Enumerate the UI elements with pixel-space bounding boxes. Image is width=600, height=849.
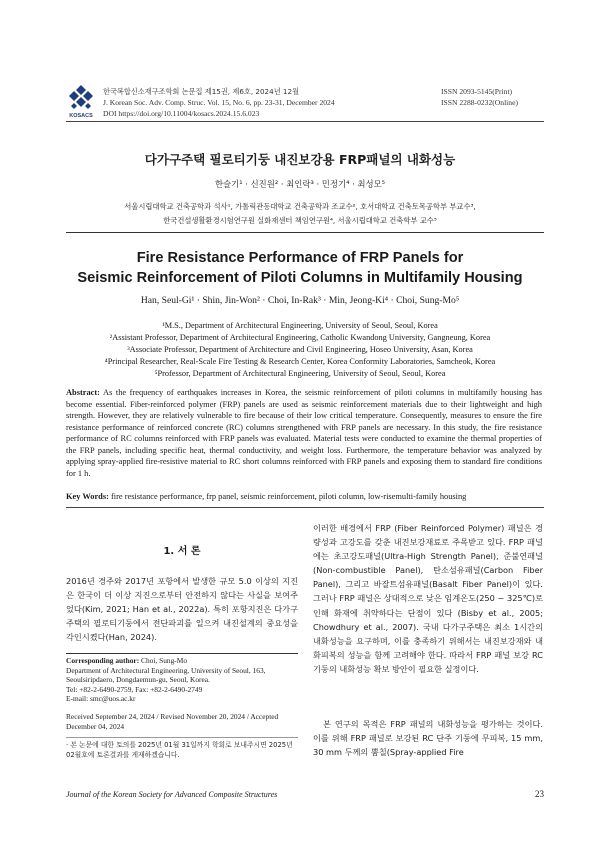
- corresponding-tel: Tel: +82-2-6490-2759, Fax: +82-2-6490-2749: [66, 684, 203, 694]
- affiliation-en-3: ³Associate Professor, Department of Architecture and Civil Engineering, Hoseo University, Asan, Korea: [127, 345, 473, 354]
- issn-online: ISSN 2288-0232(Online): [441, 98, 518, 107]
- corresponding-name: Choi, Sung-Mo: [141, 656, 188, 665]
- affiliation-en-1: ¹M.S., Department of Architectural Engineering, University of Seoul, Seoul, Korea: [162, 321, 438, 330]
- abstract-label: Abstract:: [66, 388, 100, 397]
- authors-en: Han, Seul-Gi¹ · Shin, Jin-Won² · Choi, In-Rak³ · Min, Jeong-Ki⁴ · Choi, Sung-Mo⁵: [140, 295, 460, 306]
- affiliations-en: [0, 320, 600, 380]
- keywords-label: Key Words:: [66, 492, 109, 501]
- journal-header: [103, 86, 383, 119]
- corresponding-dept: Department of Architectural Engineering, University of Seoul, 163, Seoulsiripdaero, Dongdaemun-gu, Seoul, Korea.: [66, 665, 266, 685]
- received-dates: Received September 24, 2024 / Revised November 20, 2024 / Accepted December 04, 2024: [66, 712, 279, 731]
- discussion-footnote: · 본 논문에 대한 토의를 2025년 01월 31일까지 학회로 보내주시면 2025년 02월호에 토론결과를 게재하겠습니다.: [66, 741, 293, 759]
- journal-logo: [66, 84, 96, 119]
- discussion-rule: [66, 737, 298, 738]
- footer-journal-name: Journal of the Korean Society for Advanced Composite Structures: [66, 790, 278, 799]
- journal-en: J. Korean Soc. Adv. Comp. Struc. Vol. 15, No. 6, pp. 23-31, December 2024: [103, 98, 335, 107]
- header-rule: [66, 121, 544, 122]
- title-rule: [66, 232, 544, 233]
- issn-print: ISSN 2093-5145(Print): [441, 87, 513, 96]
- affiliation-en-5: ⁵Professor, Department of Architectural Engineering, University of Seoul, Seoul, Korea: [154, 369, 446, 378]
- logo-text: KOSACS: [69, 113, 93, 119]
- title-ko: 다가구주택 필로티기둥 내진보강용 FRP패널의 내화성능: [144, 152, 456, 167]
- intro-paragraph-right-1: 이러한 배경에서 FRP (Fiber Reinforced Polymer) 패널은 경량성과 고강도를 갖춘 내진보강재료로 주목받고 있다. FRP 패널에는 초고강도패널(Ultra-High Strength Panel), 준불연패널(Non-combustible Panel), 탄소섬유패널(Carbon Fiber Panel), 그리고 바잘트섬유패널(Basalt Fiber Panel)이 있다. 그러나 FRP 패널은 상대적으로 낮은 임계온도(250 ~ 325℃)로 인해 화재에 취약하다는 단점이 있다 (Bisby et al., 2005; Chowdhury et al., 2007). 국내 다가구주택은 최소 1시간의 내화성능을 요구하며, 이를 충족하기 위해서는 내진보강재와 내화피복의 성능을 함께 고려해야 한다. 따라서 FRP 패널 보강 RC 기둥의 내화성능 확보 방안이 필요한 실정이다.: [313, 523, 543, 674]
- affiliation-en-2: ²Assistant Professor, Department of Architectural Engineering, Catholic Kwandong University, Gangneung, Korea: [109, 333, 491, 342]
- footnote-rule: [66, 653, 298, 654]
- affiliation-en-4: ⁴Principal Researcher, Real-Scale Fire Testing & Research Center, Korea Conformity Laboratories, Samcheok, Korea: [104, 357, 496, 366]
- issn-block: [441, 86, 551, 108]
- corresponding-author-block: [66, 656, 298, 704]
- journal-ko: 한국복합신소재구조학회 논문집 제15권, 제6호, 2024년 12월: [103, 87, 300, 96]
- abstract: [66, 387, 542, 479]
- corresponding-label: Corresponding author:: [66, 656, 140, 665]
- abstract-rule: [66, 507, 544, 508]
- affiliation-ko-1: 서울시립대학교 건축공학과 석사¹, 가톨릭관동대학교 건축공학과 조교수², 호서대학교 건축토목공학부 부교수³,: [124, 202, 476, 211]
- authors-ko: 한슬기¹ · 신진원² · 최인락³ · 민정기⁴ · 최성모⁵: [214, 179, 386, 189]
- title-en-line-1: Fire Resistance Performance of FRP Panels for: [136, 250, 464, 266]
- title-en-line-2: Seismic Reinforcement of Piloti Columns in Multifamily Housing: [77, 270, 523, 286]
- page-number: 23: [535, 789, 544, 799]
- corresponding-email[interactable]: E-mail: smc@uos.ac.kr: [66, 694, 136, 704]
- abstract-text: As the frequency of earthquakes increases in Korea, the seismic reinforcement of piloti columns in multifamily housing has become essential. Fiber-reinforced polymer (FRP) panels are used as seismic reinforcement materials due to their lightweight and high strength. However, they are relatively vulnerable to fire because of their low critical temperature. Consequently, measures to ensure the fire resistance performance of reinforced concrete (RC) columns strengthened with FRP panels are necessary. In this study, the fire resistance performance of RC columns reinforced with FRP panels was evaluated. Material tests were conducted to examine the thermal properties of the FRP panels, including specific heat, thermal conductivity, and weight loss. Furthermore, the temperature behavior was analyzed by applying spray-applied fire-resistive material to RC short columns reinforced with FRP panels and exposing them to standard fire conditions for 1 h.: [66, 388, 542, 478]
- section-heading-introduction: 1. 서 론: [163, 546, 201, 557]
- keywords-text: fire resistance performance, frp panel, seismic reinforcement, piloti column, low-risemulti-family housing: [110, 492, 467, 501]
- keywords: [66, 491, 542, 503]
- doi-link[interactable]: DOI https://doi.org/10.11004/kosacs.2024.15.6.023: [103, 109, 260, 118]
- intro-paragraph-left: 2016년 경주와 2017년 포항에서 발생한 규모 5.0 이상의 지진은 한국이 더 이상 지진으로부터 안전하지 않다는 사실을 보여주었다(Kim, 2021; Han et al., 2022a). 특히 포항지진은 다가구주택의 필로티기둥에서 전단파괴를 일으켜 내진설계의 중요성을 각인시켰다(Han, 2024).: [66, 576, 298, 643]
- kosacs-logo-icon: [66, 84, 96, 114]
- intro-paragraph-right-2: 본 연구의 목적은 FRP 패널의 내화성능을 평가하는 것이다. 이를 위해 FRP 패널로 보강된 RC 단주 기둥에 무피복, 15 mm, 30 mm 두께의 뿜칠(Spray-applied Fire: [313, 719, 543, 758]
- affiliation-ko-2: 한국건설생활환경시험연구원 실화재센터 책임연구원⁴, 서울시립대학교 건축학부 교수⁵: [163, 216, 437, 225]
